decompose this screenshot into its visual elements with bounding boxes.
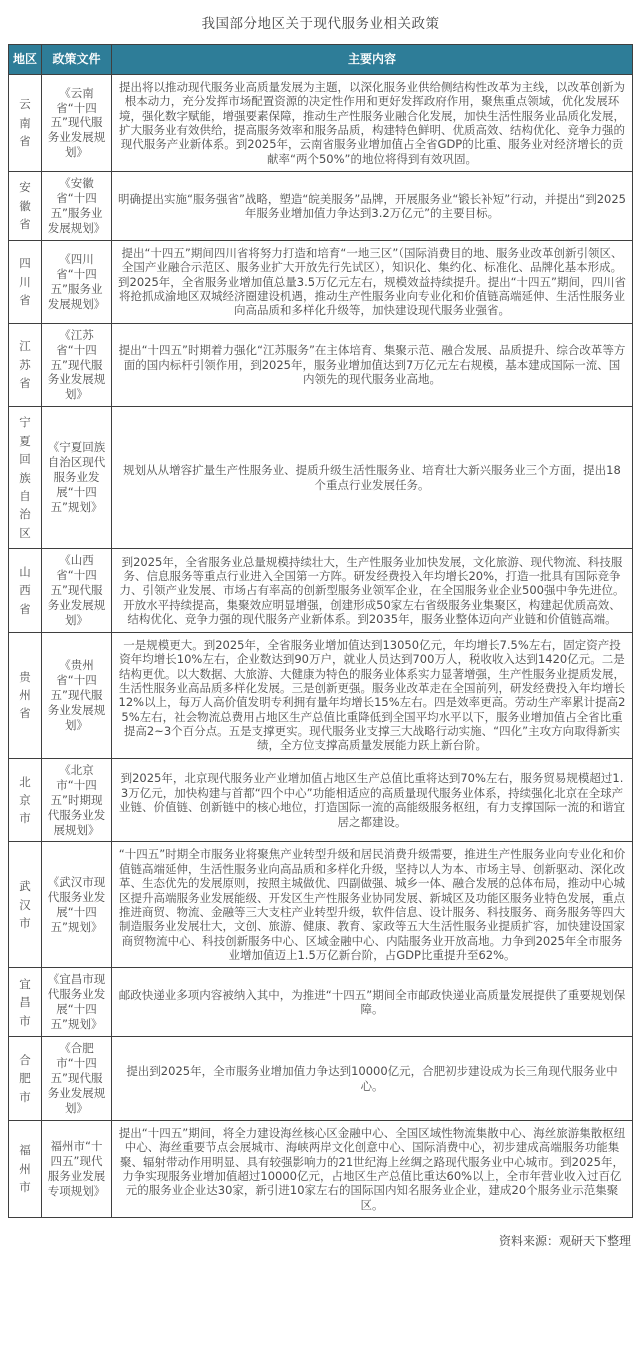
region-cell: 宁夏回族自治区 [9,407,42,549]
region-cell: 宜昌市 [9,968,42,1037]
content-cell: 规划从从增容扩量生产性服务业、提质升级生活性服务业、培育壮大新兴服务业三个方面，提出18个重点行业发展任务。 [112,407,633,549]
col-header-region: 地区 [9,45,42,75]
header-row [9,45,633,75]
table-row [9,323,633,407]
col-header-content: 主要内容 [112,45,633,75]
table-row [9,632,633,758]
table-row [9,842,633,968]
content-cell: 提出到2025年，全市服务业增加值力争达到10000亿元，合肥初步建设成为长三角现代服务业中心。 [112,1037,633,1121]
policy-cell: 《北京市“十四五”时期现代服务业发展规划》 [42,758,112,842]
policy-cell: 《山西省“十四五”现代服务业发展规划》 [42,549,112,633]
content-cell: “十四五”时期全市服务业将聚焦产业转型升级和居民消费升级需要，推进生产性服务业向专业化和价值链高端延伸，生活性服务业向高品质和多样化升级，坚持以人为本、市场主导、创新驱动、深化改革、生态优先的发展原则，按照主城做优、四副做强、城乡一体、融合发展的总体布局，推动中心城区提升高端服务业发展能级、开发区生产性服务业协同发展、新城区及功能区服务业特色发展，重点推进商贸、物流、金融等三大支柱产业转型升级，软件信息、设计服务、科技服务、商务服务等四大制造服务业发展壮大，文创、旅游、健康、教育、家政等五大生活性服务业提质扩容，加快建设国家商贸物流中心、科技创新服务中心、区域金融中心、内陆服务业开放高地。力争到2025年全市服务业增加值迈上1.5万亿新台阶，占GDP比重提升至62%。 [112,842,633,968]
content-cell: 提出“十四五”期间四川省将努力打造和培育“一地三区”（国际消费目的地、服务业改革创新引领区、全国产业融合示范区、服务业扩大开放先行先试区），知识化、集约化、标准化、品牌化基本形成。到2025年，全省服务业增加值总量3.5万亿元左右，规模效益持续提升。提出“十四五”期间，四川省将抢抓成渝地区双城经济圈建设机遇，推动生产性服务业向专业化和价值链高端延伸、生活性服务业向高品质和多样化升级等，加快建设现代服务业强省。 [112,240,633,323]
table-row [9,74,633,171]
region-cell: 四川省 [9,240,42,323]
data-source-note: 资料来源：观研天下整理 [498,1234,631,1249]
table-row [9,172,633,241]
table-header [9,45,633,75]
region-cell: 山西省 [9,549,42,633]
content-cell: 到2025年，北京现代服务业产业增加值占地区生产总值比重将达到70%左右，服务贸易规模超过1.3万亿元，加快构建与首都“四个中心”功能相适应的高质量现代服务业体系，持续强化北京在全球产业链、价值链、创新链中的核心地位，打造国际一流的高能级服务枢纽，有力支撑国际一流的和谐宜居之都建设。 [112,758,633,842]
region-cell: 安徽省 [9,172,42,241]
policy-cell: 《贵州省“十四五”现代服务业发展规划》 [42,632,112,758]
region-cell: 贵州省 [9,632,42,758]
table-row [9,1037,633,1121]
content-cell: 提出将以推动现代服务业高质量发展为主题，以深化服务业供给侧结构性改革为主线，以改革创新为根本动力，充分发挥市场配置资源的决定性作用和更好发挥政府作用，聚焦重点领域，优化发展环境，强化数字赋能，增强要素保障，推动生产性服务业融合化发展，加快生活性服务业品质化发展，扩大服务业有效供给，提高服务效率和服务品质，构建特色鲜明、优质高效、结构优化、竞争力强的现代服务产业新体系。到2025年，云南省服务业增加值占全省GDP的比重、服务业对经济增长的贡献率“两个50%”的地位将得到有效巩固。 [112,74,633,171]
content-cell: 明确提出实施“服务强省”战略，塑造“皖美服务”品牌，开展服务业“锻长补短”行动，并提出“到2025年服务业增加值力争达到3.2万亿元”的主要目标。 [112,172,633,241]
policy-table [8,44,633,1218]
table-row [9,968,633,1037]
table-row [9,1120,633,1217]
content-cell: 提出“十四五”期间，将全力建设海丝核心区金融中心、全国区域性物流集散中心、海丝旅游集散枢纽中心、海丝重要节点会展城市、海峡两岸文化创意中心、国际消费中心，初步建成高端服务功能集聚、辐射带动作用明显、具有较强影响力的21世纪海上丝绸之路现代服务业中心城市。到2025年，力争实现服务业增加值超过10000亿元，占地区生产总值比重达60%以上，全市年营业收入过百亿元的服务业企业达30家，新引进10家左右的国际国内知名服务业企业，建成20个服务业示范集聚区。 [112,1120,633,1217]
table-row [9,407,633,549]
policy-cell: 《安徽省“十四五”服务业发展规划》 [42,172,112,241]
policy-cell: 福州市“十四五”现代服务业发展专项规划》 [42,1120,112,1217]
policy-cell: 《宁夏回族自治区现代服务业发展“十四五”规划》 [42,407,112,549]
policy-cell: 《云南省“十四五”现代服务业发展规划》 [42,74,112,171]
content-cell: 提出“十四五”时期着力强化“江苏服务”在主体培育、集聚示范、融合发展、品质提升、综合改革等方面的国内标杆引领作用，到2025年，服务业增加值达到7万亿元左右规模，基本建成国际一流、国内领先的现代服务业高地。 [112,323,633,407]
region-cell: 北京市 [9,758,42,842]
region-cell: 合肥市 [9,1037,42,1121]
page-title: 我国部分地区关于现代服务业相关政策 [201,16,440,32]
policy-cell: 《四川省“十四五”服务业发展规划》 [42,240,112,323]
region-cell: 江苏省 [9,323,42,407]
table-row [9,549,633,633]
policy-cell: 《合肥市“十四五”现代服务业发展规划》 [42,1037,112,1121]
region-cell: 福州市 [9,1120,42,1217]
content-cell: 一是规模更大。到2025年，全省服务业增加值达到13050亿元，年均增长7.5%左右，固定资产投资年均增长10%左右，企业数达到90万户，就业人员达到700万人，税收收入达到1420亿元。二是结构更优。以大数据、大旅游、大健康为特色的服务业体系实力显著增强，生产性服务业提质发展，生活性服务业高品质多样化发展。三是创新更强。服务业改革走在全国前列，研发经费投入年均增长12%以上，每万人高价值发明专利拥有量年均增长15%左右。四是效率更高。劳动生产率累计提高25%左右，社会物流总费用占地区生产总值比重降低到全国平均水平以下，服务业增加值占全省比重提高2~3个百分点。五是支撑更实。现代服务业支撑三大战略行动实施、“四化”主攻方向取得新实绩，全方位支撑高质量发展能力跃上新台阶。 [112,632,633,758]
policy-cell: 《宜昌市现代服务业发展“十四五”规划》 [42,968,112,1037]
table-body [9,74,633,1217]
policy-cell: 《江苏省“十四五”现代服务业发展规划》 [42,323,112,407]
col-header-policy: 政策文件 [42,45,112,75]
table-row [9,758,633,842]
content-cell: 到2025年，全省服务业总量规模持续壮大，生产性服务业加快发展，文化旅游、现代物流、科技服务、信息服务等重点行业进入全国第一方阵。研发经费投入年均增长20%，打造一批具有国际竞争力、引领产业发展、市场占有率高的创新型服务业领军企业，在全国服务业企业500强中争先进位。开放水平持续提高，集聚效应明显增强，创建形成50家左右省级服务业集聚区，构建起优质高效、结构优化、竞争力强的现代服务产业新体系。到2035年，服务业整体迈向产业链和价值链高端。 [112,549,633,633]
policy-cell: 《武汉市现代服务业发展“十四五”规划》 [42,842,112,968]
region-cell: 云南省 [9,74,42,171]
table-row [9,240,633,323]
content-cell: 邮政快递业多项内容被纳入其中，为推进“十四五”期间全市邮政快递业高质量发展提供了重要规划保障。 [112,968,633,1037]
region-cell: 武汉市 [9,842,42,968]
